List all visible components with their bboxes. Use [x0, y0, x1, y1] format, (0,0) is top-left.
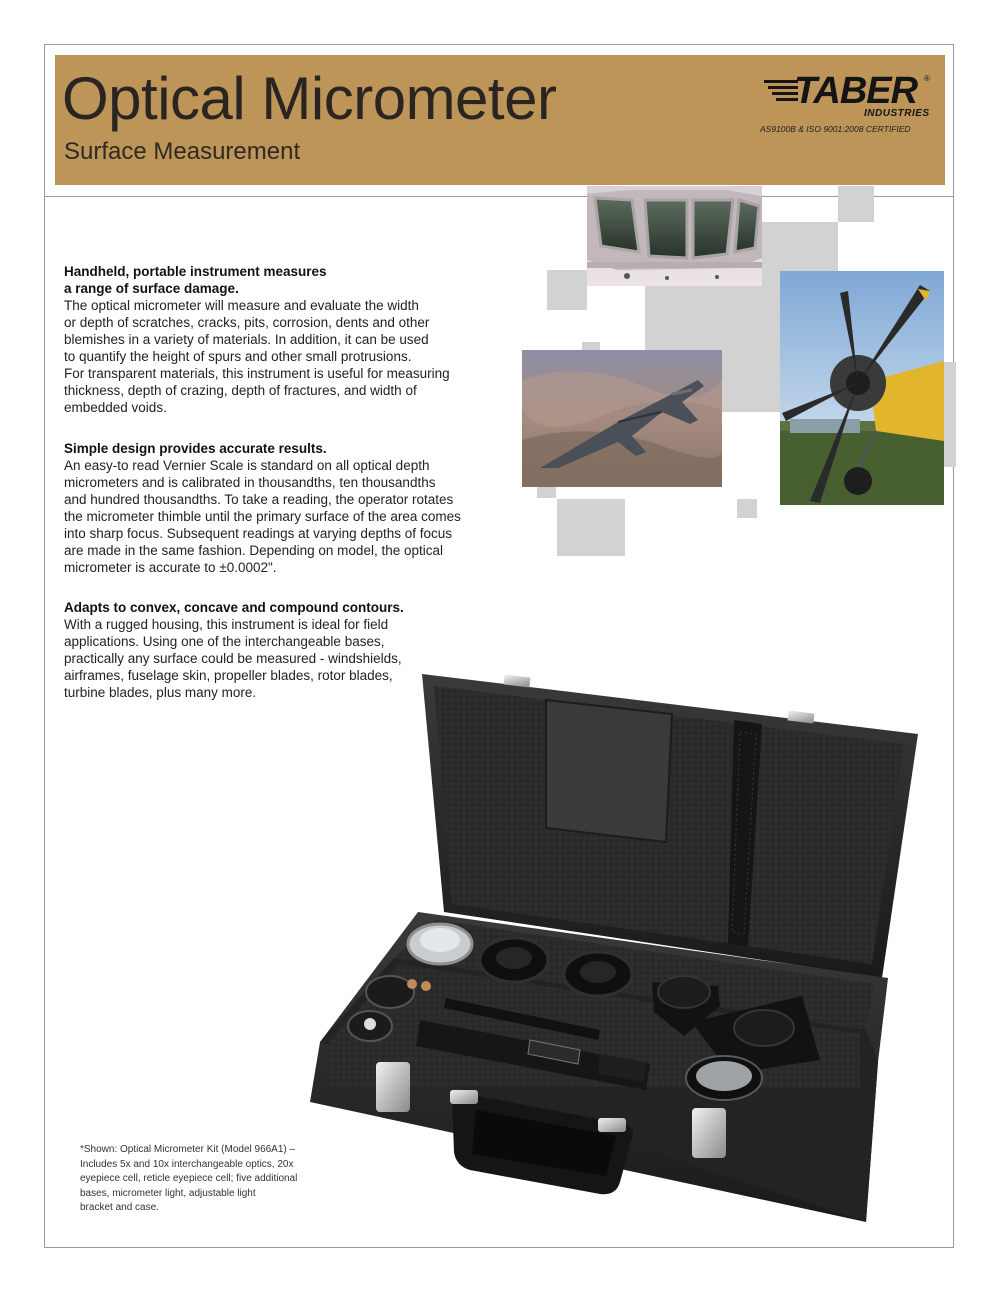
- caption-line: eyepiece cell, reticle eyepiece cell; five additional: [80, 1173, 298, 1184]
- decor-square: [838, 186, 874, 222]
- taber-logo: [760, 70, 934, 136]
- caption-line: Includes 5x and 10x interchangeable optics, 20x: [80, 1158, 294, 1170]
- section-handheld: [64, 263, 484, 416]
- text-line: blemishes in a variety of materials. In addition, it can be used: [64, 332, 429, 347]
- text-line: turbine blades, plus many more.: [64, 685, 257, 700]
- text-line: The optical micrometer will measure and evaluate the width: [64, 298, 419, 313]
- caption-line: bases, micrometer light, adjustable light: [80, 1187, 256, 1199]
- micrometer-kit-case-photo: [300, 662, 925, 1242]
- logo-industries: INDUSTRIES: [864, 108, 930, 119]
- section-heading: Adapts to convex, concave and compound contours.: [64, 600, 404, 615]
- decor-square: [547, 270, 587, 310]
- decor-square: [557, 499, 625, 556]
- text-line: practically any surface could be measured - windshields,: [64, 651, 402, 666]
- text-line: and hundred thousandths. To take a reading, the operator rotates: [64, 492, 454, 507]
- text-line: thickness, depth of crazing, depth of fractures, and width of: [64, 383, 417, 398]
- text-line: micrometers and is calibrated in thousandths, ten thousandths: [64, 475, 436, 490]
- caption-line: *Shown: Optical Micrometer Kit (Model 966A1) –: [80, 1144, 296, 1155]
- section-heading: Simple design provides accurate results.: [64, 441, 327, 456]
- text-line: to quantify the height of spurs and other small protrusions.: [64, 349, 412, 364]
- text-line: or depth of scratches, cracks, pits, corrosion, dents and other: [64, 315, 430, 330]
- page-subtitle: Surface Measurement: [64, 138, 301, 165]
- page-title: Optical Micrometer: [62, 65, 557, 132]
- logo-speed-bars-icon: [764, 80, 798, 106]
- text-line: For transparent materials, this instrument is useful for measuring: [64, 366, 450, 381]
- text-line: into sharp focus. Subsequent readings at varying depths of focus: [64, 526, 452, 541]
- propeller-photo: [780, 271, 944, 505]
- text-line: With a rugged housing, this instrument is ideal for field: [64, 617, 389, 632]
- decor-square: [762, 222, 838, 272]
- text-line: are made in the same fashion. Depending on model, the optical: [64, 543, 443, 558]
- text-line: airframes, fuselage skin, propeller blades, rotor blades,: [64, 668, 393, 683]
- caption-line: bracket and case.: [80, 1202, 159, 1213]
- text-line: applications. Using one of the interchangeable bases,: [64, 634, 385, 649]
- text-line: micrometer is accurate to ±0.0002".: [64, 560, 277, 575]
- text-line: the micrometer thimble until the primary surface of the area comes: [64, 509, 461, 524]
- cockpit-photo: [587, 186, 762, 286]
- section-design: [64, 440, 484, 576]
- photo-caption: [80, 1143, 325, 1216]
- jet-photo: [522, 350, 722, 487]
- logo-certification: AS9100B & ISO 9001:2008 CERTIFIED: [760, 124, 911, 134]
- section-heading: Handheld, portable instrument measures: [64, 264, 327, 279]
- decor-square: [737, 499, 757, 518]
- logo-registered-mark: ®: [924, 74, 930, 83]
- decor-square: [537, 486, 556, 498]
- section-heading: a range of surface damage.: [64, 281, 239, 296]
- text-line: An easy-to read Vernier Scale is standard on all optical depth: [64, 458, 430, 473]
- header-rule: [44, 196, 954, 197]
- logo-wordmark: TABER: [794, 70, 918, 112]
- text-line: embedded voids.: [64, 400, 167, 415]
- decor-square: [944, 362, 956, 467]
